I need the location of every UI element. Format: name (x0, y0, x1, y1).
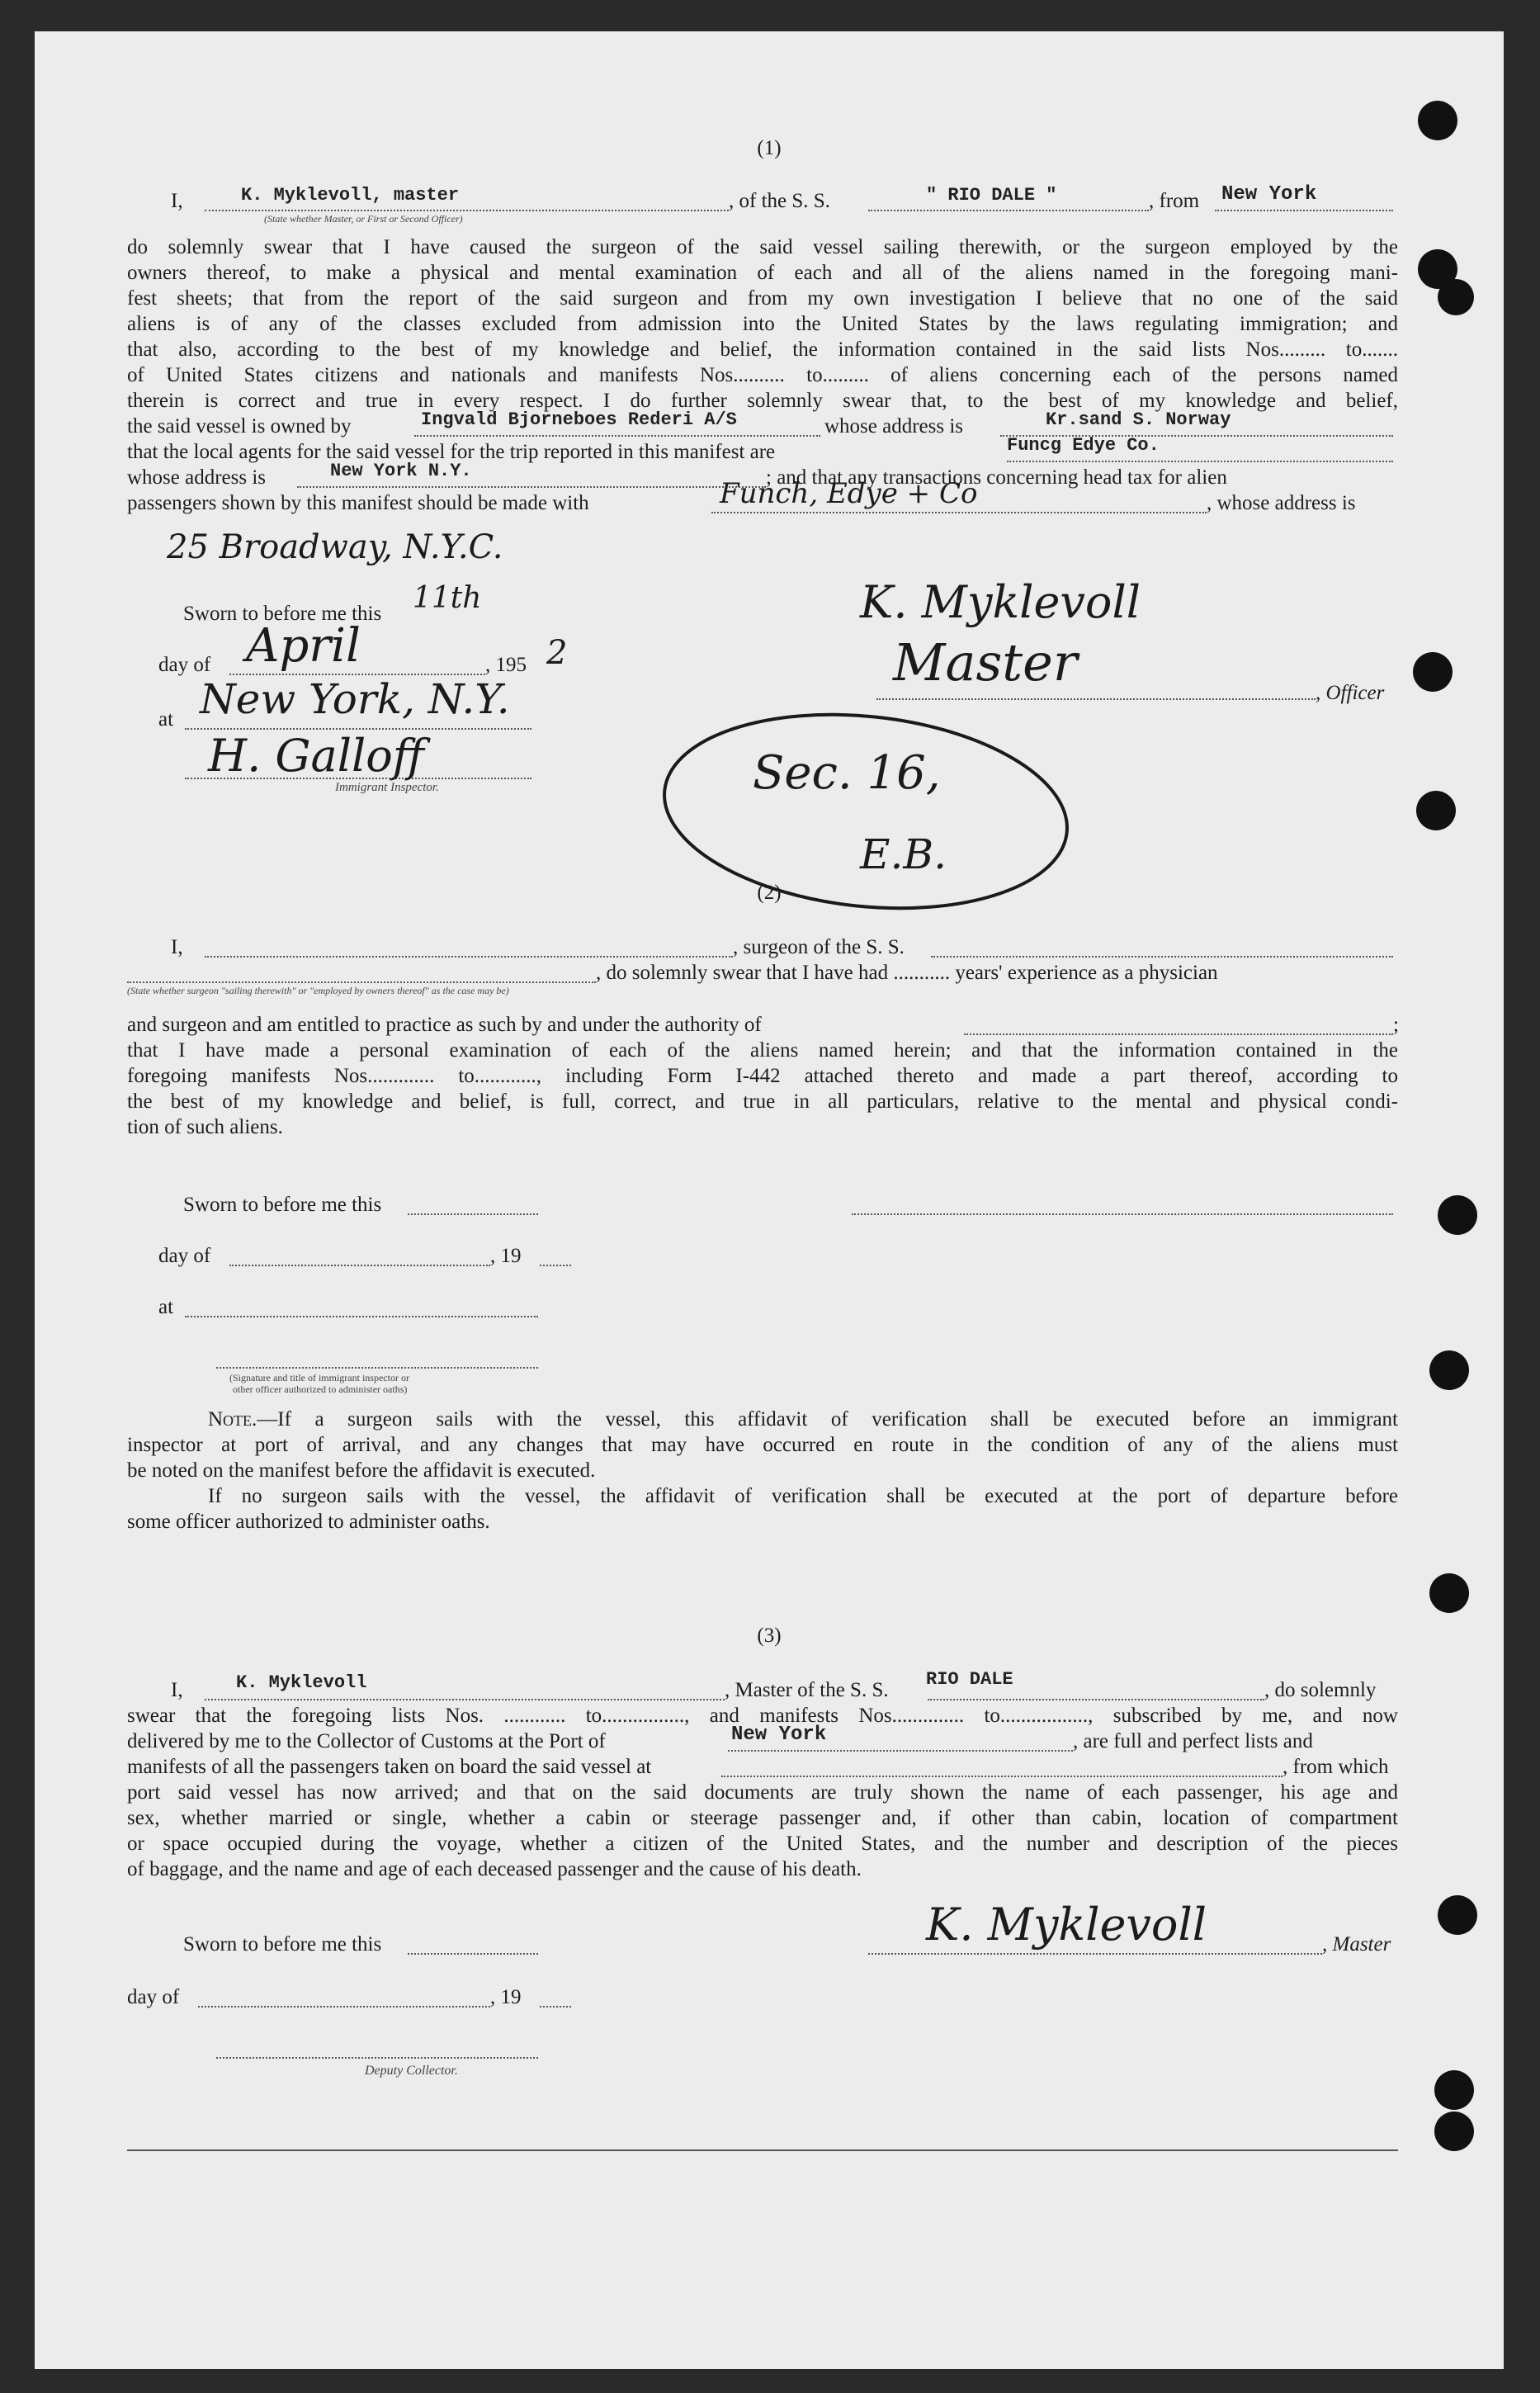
day-of-label: day of (127, 1986, 180, 2008)
port-line (728, 1750, 1073, 1752)
owner-address: Kr.sand S. Norway (1046, 409, 1231, 430)
surgeon-note: (State whether surgeon "sailing therewith" or "employed by owners thereof" as the case may be) (127, 985, 509, 996)
master-name: K. Myklevoll (236, 1672, 367, 1693)
month-line (198, 2006, 490, 2008)
punch-hole (1438, 1895, 1477, 1935)
punch-hole (1434, 2070, 1474, 2110)
surgeon-oath-line: that I have made a personal examination of each of the aliens named herein; and that the information contained in the (127, 1039, 1398, 1062)
agents-label: that the local agents for the said vessel for the trip reported in this manifest are (127, 441, 776, 463)
punch-hole (1413, 652, 1453, 692)
officer-signature-line (216, 1367, 538, 1369)
master-label: , Master (1322, 1933, 1391, 1956)
officer-label: , Officer (1316, 682, 1385, 704)
master-signature-line (868, 1953, 1322, 1955)
from-line (1215, 210, 1393, 211)
sworn-label: Sworn to before me this (183, 603, 382, 625)
at-place: New York, N.Y. (200, 675, 510, 723)
section-number: (1) (757, 137, 782, 159)
sworn-label: Sworn to before me this (183, 1194, 382, 1216)
year-prefix: , 19 (490, 1986, 522, 2008)
vessel-line (928, 1699, 1264, 1700)
oath-line: that also, according to the best of my knowledge and belief, the information contained in the said lists Nos......... to....... (127, 338, 1398, 361)
surgeon-name-line (205, 956, 733, 958)
passengers-text: passengers shown by this manifest should be made with (127, 492, 589, 514)
owned-by-label: the said vessel is owned by (127, 415, 352, 437)
agents-address-line (297, 486, 766, 488)
surgeon-signature-line (852, 1213, 1393, 1215)
master-oath-line: port said vessel has now arrived; and that on the said documents are truly shown the name of each passenger, his age and (127, 1781, 1398, 1804)
oath-line: therein is correct and true in every respect. I do further solemnly swear that, to the best of my knowledge and belief, (127, 390, 1398, 412)
day-of-label: day of (158, 1245, 211, 1267)
collector-text: delivered by me to the Collector of Customs at the Port of (127, 1730, 606, 1752)
master-oath-line: or space occupied during the voyage, whether a citizen of the United States, and the number and description of the pieces (127, 1833, 1398, 1855)
semicolon: ; (1393, 1014, 1399, 1036)
punch-hole (1438, 279, 1474, 315)
day-of-label: day of (158, 654, 211, 676)
agent-handwritten: Funch, Edye + Co (720, 477, 978, 510)
master-name-line (205, 210, 729, 211)
stamp-text-line2: E.B. (860, 830, 947, 878)
sworn-line (408, 1953, 538, 1955)
note-line: If no surgeon sails with the vessel, the affidavit of verification shall be executed at the port of departure before (208, 1485, 1398, 1507)
sig-note: (Signature and title of immigrant inspector or (229, 1372, 409, 1383)
vessel-name: RIO DALE (926, 1669, 1013, 1690)
master-signature: K. Myklevoll (926, 1899, 1207, 1951)
owner-line (414, 435, 820, 437)
pronoun-i: I, (171, 190, 183, 212)
master-name-line (205, 1699, 725, 1700)
oath-line: aliens is of any of the classes excluded from admission into the United States by the laws regulating immigration; and (127, 313, 1398, 335)
agents-address: New York N.Y. (330, 461, 472, 481)
master-oath-line: sex, whether married or single, whether a cabin or steerage passenger and, if other than cabin, location of compartment (127, 1807, 1398, 1829)
note-line (127, 1407, 1398, 1433)
surgeon-vessel-line (931, 956, 1393, 958)
month-line (229, 1265, 490, 1266)
swear-text: , do solemnly swear that I have had ........... years' experience as a physician (596, 962, 1218, 984)
surgeon-oath-line: the best of my knowledge and belief, is full, correct, and true in all particulars, relative to the mental and physical condi- (127, 1090, 1398, 1113)
authority-line (964, 1033, 1393, 1035)
at-line (185, 1316, 538, 1317)
officer-signature: K. Myklevoll (860, 576, 1141, 628)
vessel-name: " RIO DALE " (926, 185, 1057, 206)
boarded-at-line (721, 1776, 1283, 1777)
of-ss-label: , of the S. S. (729, 190, 830, 212)
pronoun-i: I, (171, 936, 183, 958)
punch-hole (1434, 2112, 1474, 2151)
section-number: (3) (757, 1624, 782, 1647)
master-oath-last: of baggage, and the name and age of each deceased passenger and the cause of his death. (127, 1858, 862, 1880)
surgeon-oath-last: tion of such aliens. (127, 1116, 283, 1138)
punch-hole (1438, 1195, 1477, 1235)
head-tax-text: ; and that any transactions concerning head tax for alien (766, 466, 1227, 489)
owner-name: Ingvald Bjorneboes Rederi A/S (421, 409, 737, 430)
note-line: some officer authorized to administer oaths. (127, 1511, 490, 1533)
from-which-text: , from which (1283, 1756, 1389, 1778)
master-note: (State whether Master, or First or Second Officer) (264, 213, 463, 225)
agents-name: Funcg Edye Co. (1007, 435, 1160, 456)
at-label: at (158, 708, 174, 731)
note-label: Note. (208, 1408, 257, 1431)
practice-text: and surgeon and am entitled to practice as such by and under the authority of (127, 1014, 762, 1036)
month: April (246, 619, 361, 673)
manifest-page (35, 31, 1504, 2369)
at-label: at (158, 1296, 174, 1318)
year-line (540, 2006, 571, 2008)
year-line (540, 1265, 571, 1266)
inspector-signature: H. Galloff (208, 730, 425, 782)
address-handwritten: 25 Broadway, N.Y.C. (167, 528, 503, 566)
note-text: —If a surgeon sails with the vessel, this affidavit of verification shall be executed before an immigrant (257, 1408, 1398, 1431)
note-line: inspector at port of arrival, and any changes that may have occurred en route in the condition of any of the aliens must (127, 1434, 1398, 1456)
bottom-rule (127, 2149, 1398, 2151)
passengers-line (711, 512, 1207, 513)
year-prefix: , 195 (485, 654, 527, 676)
inspector-label: Immigrant Inspector. (335, 781, 439, 794)
sworn-label: Sworn to before me this (183, 1933, 382, 1956)
surgeon-oath-line: foregoing manifests Nos............. to............, including Form I-442 attached thereto and made a part thereof, according to (127, 1065, 1398, 1087)
sworn-line (408, 1213, 538, 1215)
punch-hole (1418, 101, 1457, 140)
oath-line: owners thereof, to make a physical and mental examination of each and all of the aliens named in the foregoing mani- (127, 262, 1398, 284)
sworn-day: 11th (413, 581, 482, 615)
vessel-line (868, 210, 1149, 211)
manifests-text: manifests of all the passengers taken on board the said vessel at (127, 1756, 652, 1778)
punch-hole (1416, 791, 1456, 830)
year-prefix: , 19 (490, 1245, 522, 1267)
sig-note: other officer authorized to administer oaths) (233, 1383, 408, 1395)
full-perfect-text: , are full and perfect lists and (1073, 1730, 1313, 1752)
officer-title: Master (893, 632, 1078, 693)
port-from: New York (1221, 183, 1317, 206)
collector-label: Deputy Collector. (365, 2064, 458, 2078)
punch-hole (1429, 1350, 1469, 1390)
oath-line: of United States citizens and nationals and manifests Nos.......... to......... of aliens concerning each of the persons named (127, 364, 1398, 386)
agents-line (1007, 461, 1393, 462)
section-number: (2) (757, 882, 782, 904)
agents-address-label: whose address is (127, 466, 267, 489)
note-line: be noted on the manifest before the affidavit is executed. (127, 1459, 596, 1482)
pronoun-i: I, (171, 1679, 183, 1701)
oath-line: do solemnly swear that I have caused the surgeon of the said vessel sailing therewith, or the surgeon employed by the (127, 236, 1398, 258)
oath-line: fest sheets; that from the report of the said surgeon and from my own investigation I believe that no one of the said (127, 287, 1398, 310)
year-digit: 2 (546, 634, 568, 672)
whose-address-end: , whose address is (1207, 492, 1356, 514)
master-name: K. Myklevoll, master (241, 185, 460, 206)
solemnly-label: , do solemnly (1264, 1679, 1377, 1701)
master-oath-line: swear that the foregoing lists Nos. ............ to................, and manifests Nos.............. to................., subscribed by me, and now (127, 1705, 1398, 1727)
stamp-text-line1: Sec. 16, (753, 746, 941, 800)
whose-address-label: whose address is (824, 415, 964, 437)
from-label: , from (1149, 190, 1200, 212)
surgeon-status-line (127, 981, 596, 983)
punch-hole (1429, 1573, 1469, 1613)
collector-signature-line (216, 2057, 538, 2059)
master-of-label: , Master of the S. S. (725, 1679, 889, 1701)
port-name: New York (731, 1724, 827, 1746)
surgeon-of-label: , surgeon of the S. S. (733, 936, 905, 958)
